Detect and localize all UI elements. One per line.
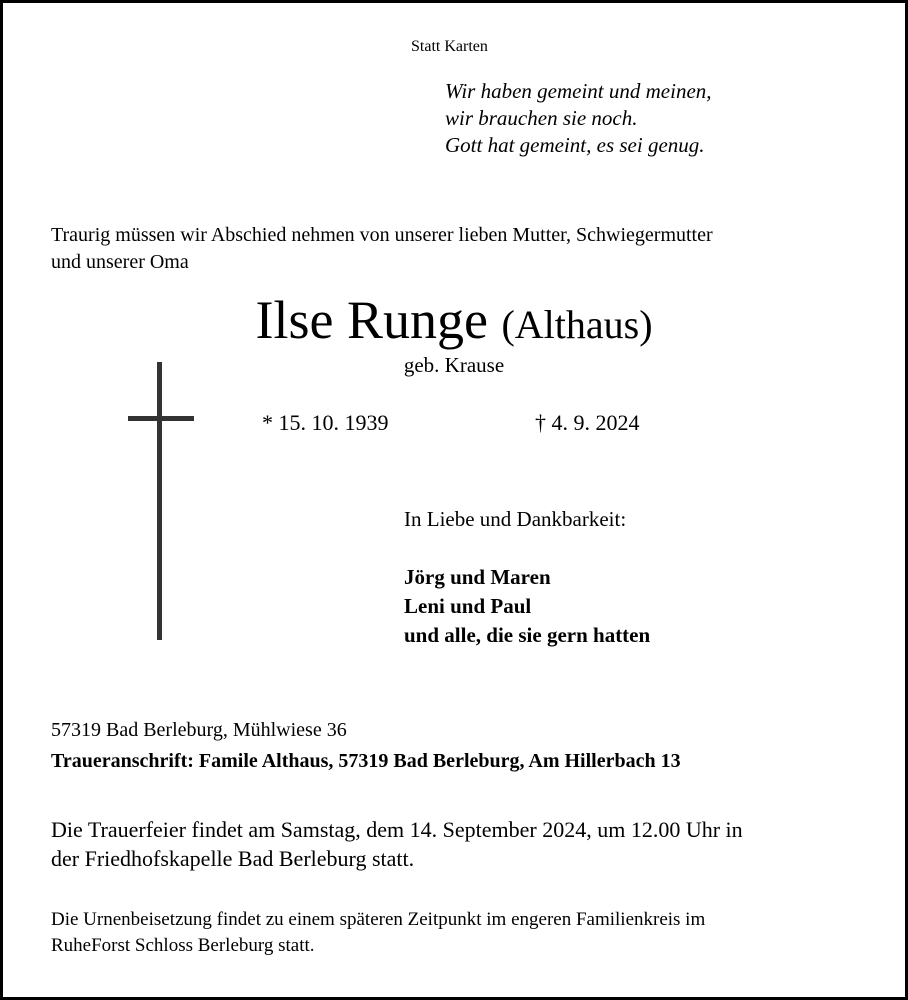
mourner-name: Leni und Paul xyxy=(404,594,532,618)
residence-address: 57319 Bad Berleburg, Mühlwiese 36 xyxy=(51,719,347,741)
intro-text xyxy=(51,222,713,276)
intro-line: Traurig müssen wir Abschied nehmen von unserer lieben Mutter, Schwiegermutter xyxy=(51,224,713,246)
burial-info xyxy=(51,907,705,959)
deceased-name-block xyxy=(0,288,908,357)
deceased-family-name: (Althaus) xyxy=(501,302,653,347)
ceremony-line: Die Trauerfeier findet am Samstag, dem 14. September 2024, um 12.00 Uhr in xyxy=(51,817,743,842)
poem xyxy=(445,78,712,159)
burial-line: RuheForst Schloss Berleburg statt. xyxy=(51,935,315,956)
poem-line: Gott hat gemeint, es sei genug. xyxy=(445,133,705,157)
dedication: In Liebe und Dankbarkeit: xyxy=(404,507,627,531)
burial-line: Die Urnenbeisetzung findet zu einem späteren Zeitpunkt im engeren Familienkreis im xyxy=(51,909,706,930)
ceremony-line: der Friedhofskapelle Bad Berleburg statt. xyxy=(51,846,415,871)
intro-line: und unserer Oma xyxy=(51,251,189,273)
birth-date: * 15. 10. 1939 xyxy=(262,410,389,435)
mourners-list xyxy=(404,563,650,650)
statt-karten-label: Statt Karten xyxy=(411,38,488,55)
poem-line: Wir haben gemeint und meinen, xyxy=(445,79,712,103)
deceased-name: Ilse Runge xyxy=(255,290,488,350)
death-date: † 4. 9. 2024 xyxy=(535,410,640,435)
cross-horizontal-bar xyxy=(128,416,194,421)
mourning-address: Traueranschrift: Famile Althaus, 57319 Bad Berleburg, Am Hillerbach 13 xyxy=(51,750,681,772)
mourner-name: und alle, die sie gern hatten xyxy=(404,623,651,647)
mourner-name: Jörg und Maren xyxy=(404,565,551,589)
ceremony-info xyxy=(51,815,743,873)
poem-line: wir brauchen sie noch. xyxy=(445,106,638,130)
cross-vertical-bar xyxy=(157,362,162,640)
birth-name: geb. Krause xyxy=(403,353,505,377)
